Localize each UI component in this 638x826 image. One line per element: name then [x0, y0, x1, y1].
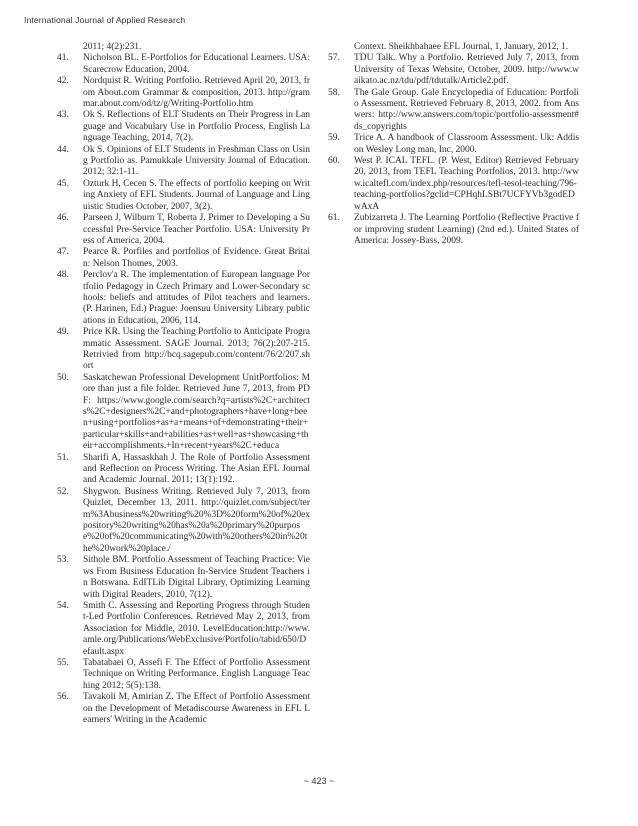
reference-item [57, 453, 310, 487]
reference-text: Zubizarreta J. The Learning Portfolio (Reflective Practive for improving student Learning) (2nd ed.). United States of America: Jossey-Bass, 2009. [354, 213, 579, 246]
reference-text: Ozturk H, Cecen S. The effects of portfolio keeping on Writing Anxiety of EFL Students. Journal of Language and Linguistic Studies October, 2007, 3(2). [83, 178, 310, 212]
reference-number: 58. [328, 87, 340, 98]
reference-text: West P. ICAL TEFL. (P. West, Editor) Retrieved February 20, 2013, from TEFL Teaching Portfolios, 2013. http://www.icaltefl.com/index.php/resources/tefl-tesol-teaching/796-teaching-portfolios?gclid=CPHqhLSBt7UCFYVb3godEDwAxA [354, 156, 579, 212]
reference-number: 51. [57, 452, 69, 463]
references-left-column [57, 42, 310, 726]
journal-header: International Journal of Applied Research [24, 15, 186, 25]
reference-text: Saskatchewan Professional Development UnitPortfolios: More than just a file folder. Retrieved June 7, 2013, from PDF: https://www.google.com/search?q=artists%2C+architects%2C+designers%2C+and+photographers+have+long+been+using+portfolios+as+a+means+of+demonstrating+their+particular+skills+and+abilities+as+well+as+showcasing+their+accomplishments.+In+recent+years%2C+educa [83, 372, 310, 452]
reference-item [57, 53, 310, 76]
reference-item [57, 658, 310, 692]
reference-number: 47. [57, 247, 69, 258]
reference-item [57, 692, 310, 726]
reference-number: 44. [57, 144, 69, 155]
reference-text: Tavakoli M, Amirian Z. The Effect of Portfolio Assessment on the Development of Metadiscourse Awareness in EFL Learners' Writing in the Academic [83, 692, 310, 725]
reference-item [57, 373, 310, 453]
reference-number: 42. [57, 76, 69, 87]
reference-text: Sharifi A, Hassaskhah J. The Role of Portfolio Assessment and Reflection on Process Writing. The Asian EFL Journal and Academic Journal. 2011; 13(1):192. [83, 452, 310, 486]
reference-item [57, 247, 310, 270]
reference-item [57, 145, 310, 179]
reference-text: TDU Talk. Why a Portfolio. Retrieved July 7, 2013, from University of Texas Website, October, 2009. http://www.waikato.ac.nz/tdu/pdf/tdutalk/Article2.pdf. [354, 53, 579, 87]
page-number: ~ 423 ~ [303, 776, 335, 786]
reference-number: 50. [57, 372, 69, 383]
reference-number: 56. [57, 692, 69, 703]
reference-item [57, 270, 310, 327]
reference-text: Ok S. Opinions of ELT Students in Freshman Class on Using Portfolio as. Pamukkale University Journal of Education. 2012; 32:1-11. [83, 144, 310, 178]
reference-item [328, 156, 579, 213]
reference-item [57, 179, 310, 213]
reference-item [57, 76, 310, 110]
reference-item [57, 110, 310, 144]
references-right-column [328, 42, 579, 247]
reference-item [57, 213, 310, 247]
reference-text: Sithole BM. Portfolio Assessment of Teaching Practice: Views From Business Education In-Service Student Teachers in Botswana. EdITLib Digital Library, Optimizing Learning with Digital Readers, 2010, 7(12). [83, 555, 310, 600]
reference-item [57, 42, 310, 53]
reference-number: 45. [57, 178, 69, 189]
reference-text: Trice A. A handbook of Classroom Assessment. Uk: Addison Wesley Long man, Inc, 2000. [354, 133, 579, 155]
reference-number: 53. [57, 555, 69, 566]
reference-number: 59. [328, 133, 340, 144]
reference-number: 49. [57, 327, 69, 338]
reference-item [328, 88, 579, 134]
reference-item [57, 601, 310, 658]
reference-item [328, 42, 579, 53]
reference-text: Tabatabaei O, Assefi F. The Effect of Portfolio Assessment Technique on Writing Performance. English Language Teaching 2012; 5(5):138. [83, 657, 310, 691]
reference-number: 57. [328, 53, 340, 64]
reference-number: 61. [328, 213, 340, 224]
reference-text: Pearce R. Porfiles and portfolios of Evidence. Great Britain: Nelson Thomes, 2003. [83, 247, 310, 269]
reference-number: 55. [57, 657, 69, 668]
reference-text: Smith C. Assessing and Reporting Progress through Student-Led Portfolio Conferences. Retrieved May 2, 2013, from Association for Middle, 2010. LevelEducation:http://www.amle.org/Publications/WebExclusive/Portfolio/tabid/650/Default.aspx [83, 600, 310, 657]
reference-item [57, 327, 310, 373]
reference-number: 48. [57, 270, 69, 281]
reference-text: Context. Sheikhbahaee EFL Journal, 1, January, 2012, 1. [354, 42, 569, 52]
reference-number: 41. [57, 53, 69, 64]
reference-item [328, 53, 579, 87]
reference-text: Perclov'a R. The implementation of European language Portfolio Pedagogy in Czech Primary and Lower-Secondary schools: beliefs and attitudes of Pilot teachers and learners. (P. Harinen, Ed.) Prague: Joensuu University Library publications in Education, 2006, 114. [83, 270, 310, 326]
reference-item [328, 213, 579, 247]
reference-number: 60. [328, 156, 340, 167]
reference-item [328, 133, 579, 156]
reference-number: 43. [57, 110, 69, 121]
reference-text: Ok S. Reflections of ELT Students on Their Progress in Language and Vocabulary Use in Portfolio Process, English Language Teaching, 2014, 7(2). [83, 110, 310, 144]
reference-item [57, 555, 310, 601]
reference-text: 2011; 4(2):231. [83, 42, 142, 52]
reference-number: 52. [57, 486, 69, 497]
reference-item [57, 487, 310, 555]
reference-text: Nordquist R. Writing Portfolio. Retrieved April 20, 2013, from About.com Grammar & composition, 2013. http://grammar.about.com/od/tz/g/Writing-Portfolio.htm [83, 76, 310, 110]
reference-text: Shygwon. Business Writing. Retrieved July 7, 2013, from Quizlet, December 13, 2011. http://quizlet.com/subject/term%3Abusiness%20writing%20%3D%20form%20of%20expository%20writing%20has%20a%20primary%20purpose%20of%20communicating%20with%20others%20in%20the%20work%20place./ [83, 486, 310, 554]
reference-number: 54. [57, 600, 69, 611]
reference-number: 46. [57, 213, 69, 224]
reference-text: Nicholson BL. E-Portfolios for Educational Learners. USA: Scarecrow Education, 2004. [83, 53, 310, 75]
reference-text: Price KR. Using the Teaching Portfolio to Anticipate Programmatic Assessment. SAGE Journal. 2013; 76(2):207-215. Retrivied from http://bcq.sagepub.com/content/76/2/207.short [83, 327, 310, 372]
reference-text: Parseen J, Wilburn T, Roberta J. Primer to Developing a Successful Pre-Service Teacher Portfolio. USA: University Press of America, 2004. [83, 213, 310, 246]
reference-text: The Gale Group. Gale Encyclopedia of Education: Portfolio Assessment. Retrieved February 8, 2013, 2002. from Answers: http://www.answers.com/topic/portfolio-assessment#ds_copyrights [354, 87, 579, 132]
